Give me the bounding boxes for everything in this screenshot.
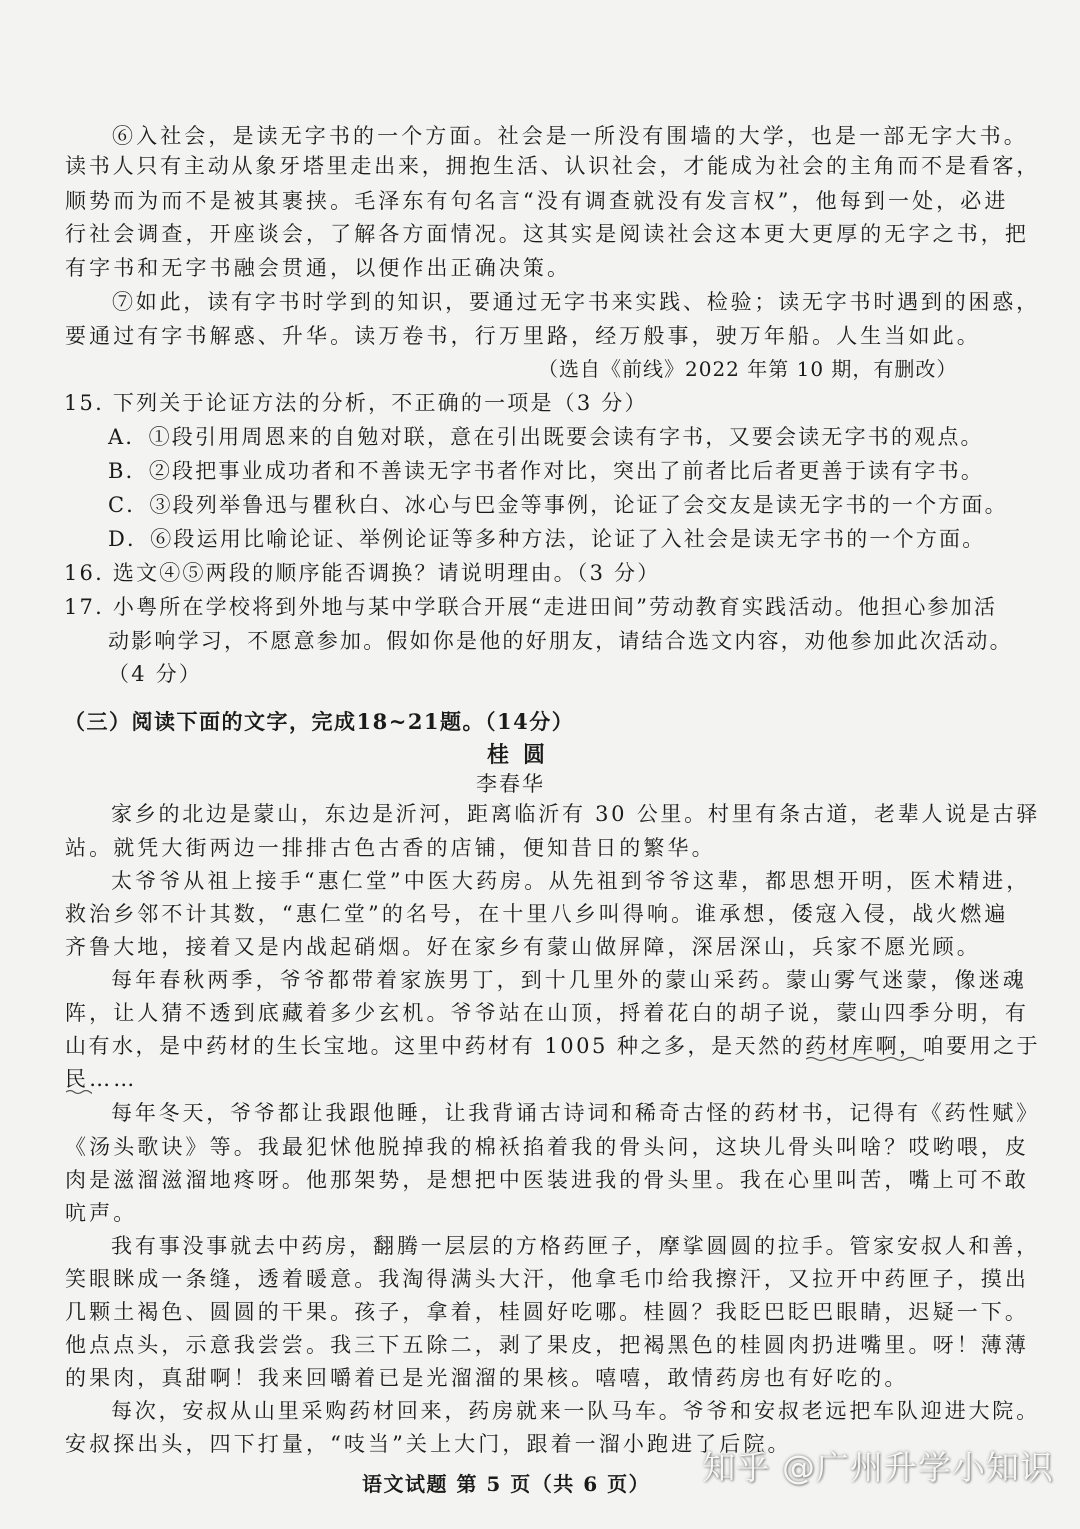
essay-line: 顺势而为而不是被其裹挟。毛泽东有句名言“没有调查就没有发言权”，他每到一处，必进 — [65, 189, 1009, 213]
story-line: 肉是滋溜滋溜地疼呀。他那架势，是想把中医装进我的骨头里。我在心里叫苦，嘴上可不敢 — [65, 1168, 1029, 1192]
story-line: 他点点头，示意我尝尝。我三下五除二，剥了果皮，把褐黑色的桂圆肉扔进嘴里。呀！薄薄 — [65, 1333, 1029, 1357]
question-15-option-d: D．⑥段运用比喻论证、举例论证等多种方法，论证了入社会是读无字书的一个方面。 — [108, 527, 986, 551]
section-heading: （三）阅读下面的文字，完成18~21题。（14分） — [64, 709, 575, 734]
question-15-option-a: A．①段引用周恩来的自勉对联，意在引出既要会读有字书，又要会读无字书的观点。 — [108, 425, 984, 449]
essay-line: 要通过有字书解惑、升华。读万卷书，行万里路，经万般事，驶万年船。人生当如此。 — [65, 324, 981, 348]
question-15-option-c: C．③段列举鲁迅与瞿秋白、冰心与巴金等事例，论证了会交友是读无字书的一个方面。 — [108, 493, 1008, 517]
essay-line: 有字书和无字书融会贯通，以便作出正确决策。 — [65, 256, 572, 280]
question-16: 16. 选文④⑤两段的顺序能否调换？请说明理由。（3 分） — [64, 561, 661, 585]
story-line: 几颗土褐色、圆圆的干果。孩子，拿着，桂圆好吃哪。桂圆？我眨巴眨巴眼睛，迟疑一下。 — [65, 1300, 1029, 1324]
story-line: 的果肉，真甜啊！我来回嚼着已是光溜溜的果核。嘻嘻，敢情药房也有好吃的。 — [65, 1366, 909, 1390]
story-line: 每次，安叔从山里采购药材回来，药房就来一队马车。爷爷和安叔老远把车队迎进大院。 — [111, 1399, 1040, 1423]
page-footer: 语文试题 第 5 页（共 6 页） — [362, 1472, 651, 1496]
question-17-points: （4 分） — [108, 662, 203, 686]
story-line: 吭声。 — [65, 1201, 138, 1225]
story-line: 每年冬天，爷爷都让我跟他睡，让我背诵古诗词和稀奇古怪的药材书，记得有《药性赋》 — [111, 1101, 1040, 1125]
story-line: 我有事没事就去中药房，翻腾一层层的方格药匣子，摩挲圆圆的拉手。管家安叔人和善， — [111, 1234, 1040, 1258]
essay-line: 读书人只有主动从象牙塔里走出来，拥抱生活、认识社会，才能成为社会的主角而不是看客， — [65, 154, 1041, 178]
wavy-underline — [806, 1056, 924, 1062]
essay-line: ⑥入社会，是读无字书的一个方面。社会是一所没有围墙的大学，也是一部无字大书。 — [112, 124, 1028, 148]
question-17-line: 动影响学习，不愿意参加。假如你是他的好朋友，请结合选文内容，劝他参加此次活动。 — [108, 629, 1013, 653]
story-line: 家乡的北边是蒙山，东边是沂河，距离临沂有 30 公里。村里有条古道，老辈人说是古驿 — [111, 802, 1041, 826]
story-line: 站。就凭大街两边一排排古色古香的店铺，便知昔日的繁华。 — [65, 836, 716, 860]
story-line: 救治乡邻不计其数，“惠仁堂”的名号，在十里八乡叫得响。谁承想，倭寇入侵，战火燃遍 — [65, 902, 1009, 926]
watermark: 知乎 @广州升学小知识 — [702, 1448, 1054, 1487]
story-line: 山有水，是中药材的生长宝地。这里中药材有 1005 种之多，是天然的药材库啊，咱要用之于 — [65, 1034, 1041, 1058]
story-author: 李春华 — [476, 772, 545, 796]
essay-source: （选自《前线》2022 年第 10 期，有删改） — [538, 357, 958, 381]
story-line: 民…… — [65, 1067, 138, 1091]
essay-line: 行社会调查，开座谈会，了解各方面情况。这其实是阅读社会这本更大更厚的无字之书，把 — [65, 222, 1029, 246]
story-title: 桂圆 — [487, 742, 560, 768]
story-line: 《汤头歌诀》等。我最犯怵他脱掉我的棉袄掐着我的骨头问，这块儿骨头叫啥？哎哟喂，皮 — [65, 1135, 1029, 1159]
story-line: 太爷爷从祖上接手“惠仁堂”中医大药房。从先祖到爷爷这辈，都思想开明，医术精进， — [111, 869, 1031, 893]
question-17: 17. 小粤所在学校将到外地与某中学联合开展“走进田间”劳动教育实践活动。他担心参加活 — [64, 595, 998, 619]
story-line: 笑眼眯成一条缝，透着暖意。我淘得满头大汗，他拿毛巾给我擦汗，又拉开中药匣子，摸出 — [65, 1267, 1029, 1291]
wavy-underline — [66, 1089, 92, 1095]
question-15: 15. 下列关于论证方法的分析，不正确的一项是（3 分） — [64, 391, 648, 415]
story-line: 安叔探出头，四下打量，“吱当”关上大门，跟着一溜小跑进了后院。 — [65, 1432, 792, 1456]
story-line: 每年春秋两季，爷爷都带着家族男丁，到十几里外的蒙山采药。蒙山雾气迷蒙，像迷魂 — [111, 968, 1027, 992]
essay-line: ⑦如此，读有字书时学到的知识，要通过无字书来实践、检验；读无字书时遇到的困惑， — [112, 290, 1040, 314]
story-line: 阵，让人猜不透到底藏着多少玄机。爷爷站在山顶，捋着花白的胡子说，蒙山四季分明，有 — [65, 1001, 1029, 1025]
question-15-option-b: B．②段把事业成功者和不善读无字书者作对比，突出了前者比后者更善于读有字书。 — [108, 459, 985, 483]
story-line: 齐鲁大地，接着又是内战起硝烟。好在家乡有蒙山做屏障，深居深山，兵家不愿光顾。 — [65, 935, 981, 959]
